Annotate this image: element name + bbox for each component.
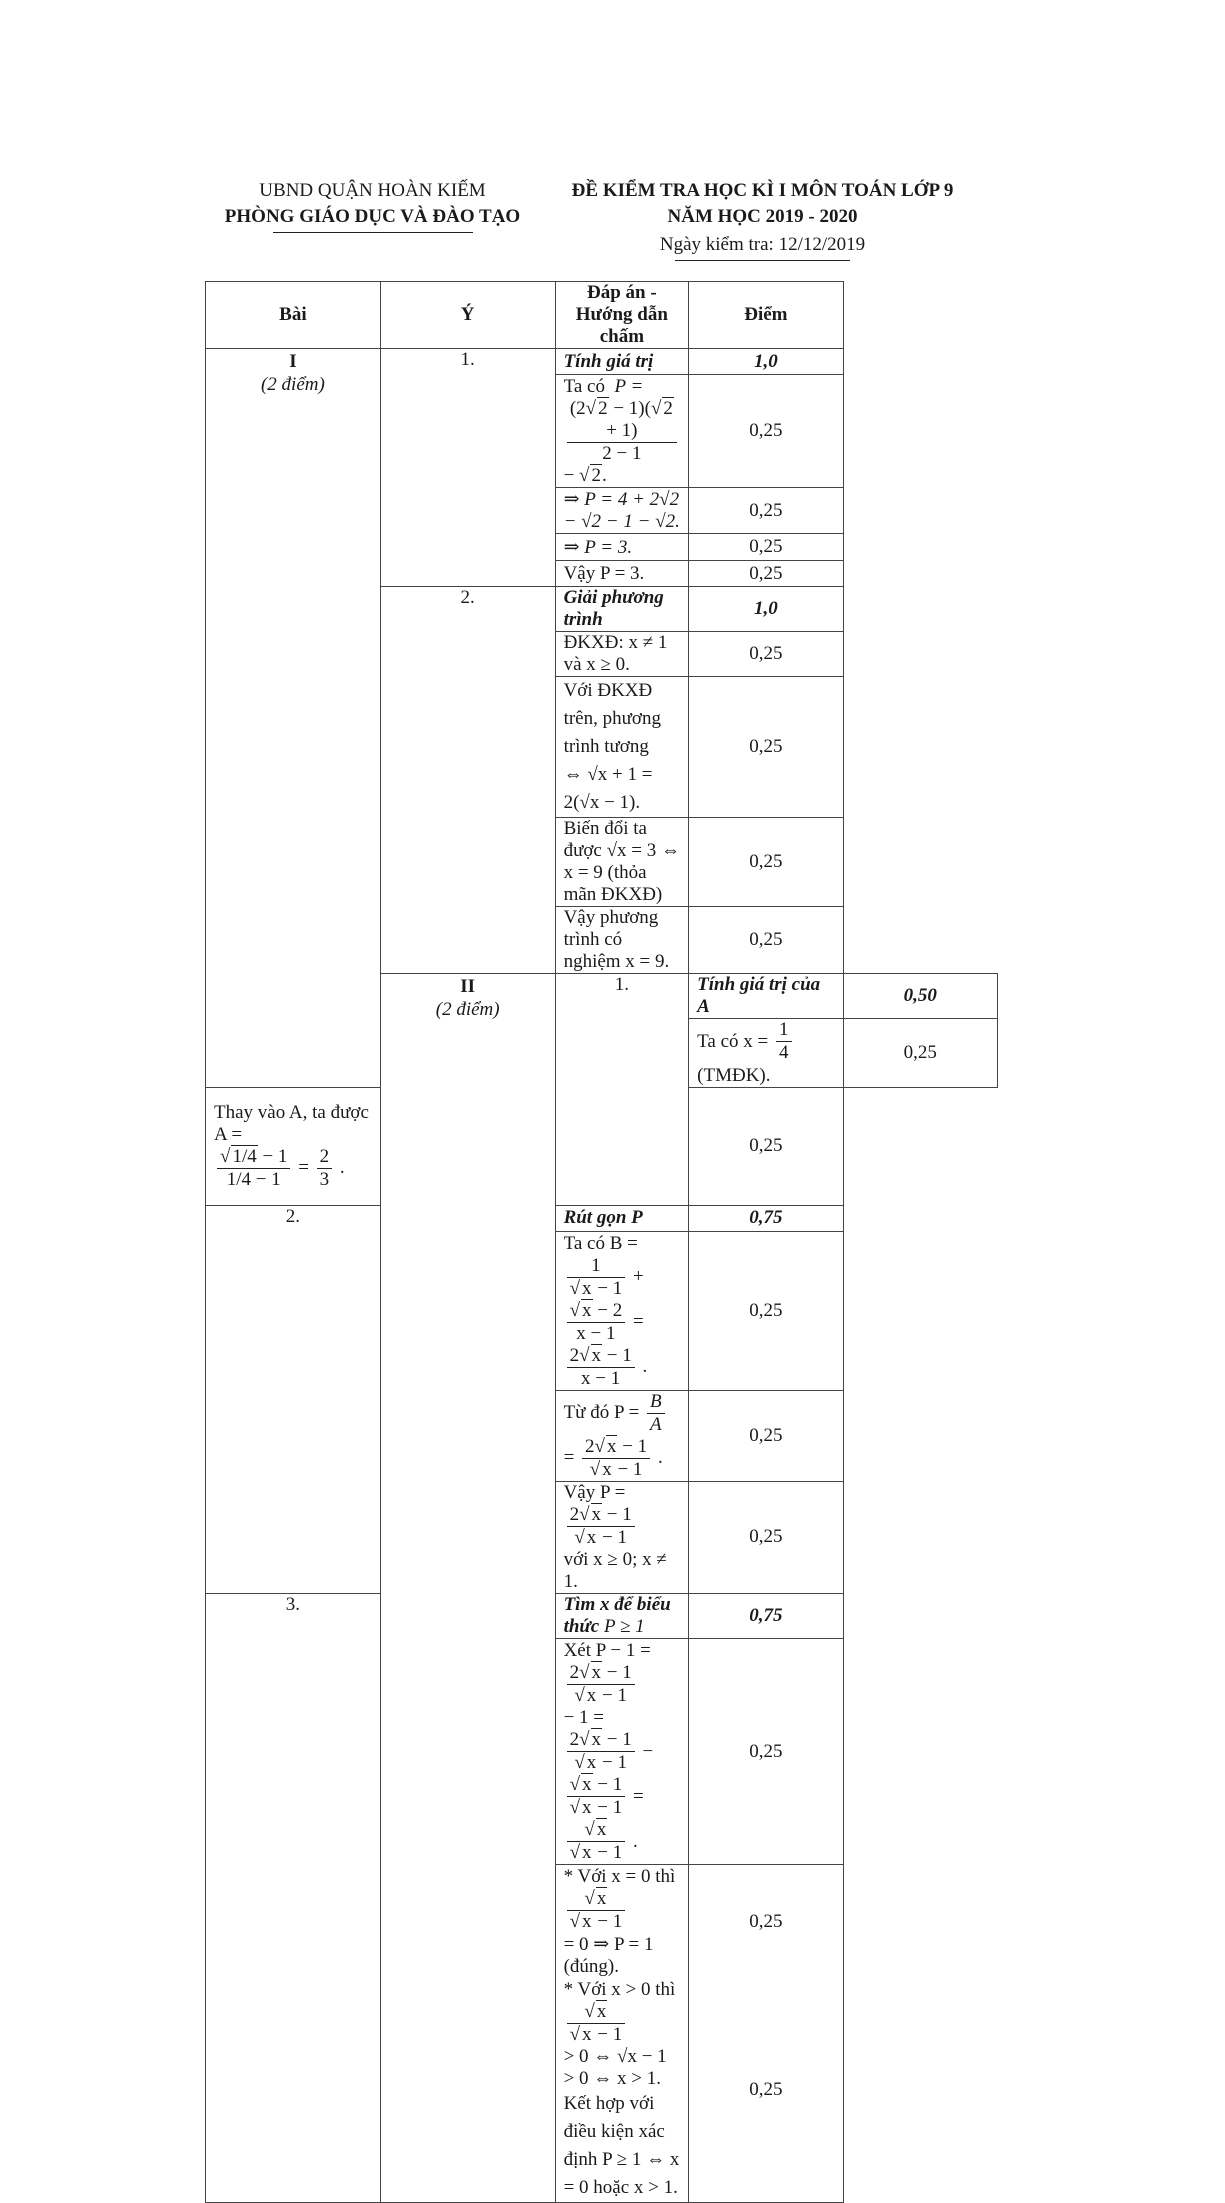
section-score: 0,50 (843, 974, 997, 1019)
row-score: 0,25 (689, 1481, 843, 1594)
row-score: 0,25 (689, 561, 843, 587)
row-score: 0,25 (689, 1390, 843, 1481)
row-score: 0,25 (689, 1087, 843, 1205)
row-score: 0,25 (689, 375, 843, 488)
table-row (206, 1594, 998, 1639)
math-expression: − 1 = (563, 1707, 604, 1729)
answer-content: Biến đổi ta được √x = 3 ⇔ x = 9 (thỏa mãn ĐKXĐ) (555, 818, 689, 907)
row-score: 0,25 (843, 1019, 997, 1088)
math-fraction: $\frac{2√ x - 1}{x - 1}$ (567, 1345, 635, 1390)
answer-content: ⇒ P = 4 + 2√2 − √2 − 1 − √2. (555, 488, 689, 534)
math-fraction: $\frac{2√ x - 1}{√ x - 1}$ (567, 1504, 635, 1549)
department-name: PHÒNG GIÁO DỤC VÀ ĐÀO TẠO (224, 206, 521, 227)
math-fraction: $\frac{2√ x - 1}{√ x - 1}$ (582, 1436, 650, 1481)
exam-title: ĐỀ KIỂM TRA HỌC KÌ I MÔN TOÁN LỚP 9 (571, 180, 954, 201)
y-number: 1. (555, 974, 689, 1206)
answer-text: Vậy P = (563, 1482, 626, 1504)
answer-content: ĐKXĐ: x ≠ 1 và x ≥ 0. (555, 632, 689, 677)
math-expression: . (657, 1447, 663, 1469)
section-title: Rút gọn P (555, 1205, 689, 1231)
answer-content (689, 1019, 843, 1088)
math-fraction: $\frac{2}{3}$ (317, 1146, 333, 1191)
bai-cell-2 (380, 974, 555, 2202)
answer-content: Vậy P = 3. (555, 561, 689, 587)
section-score: 0,75 (689, 1205, 843, 1231)
answer-content (555, 1231, 689, 1390)
exam-date: Ngày kiểm tra: 12/12/2019 (659, 234, 866, 255)
answer-content (555, 1978, 689, 2202)
math-expression: − √ 2. (563, 465, 607, 487)
answer-text: > 0 ⇔ √x − 1 > 0 ⇔ x > 1. (563, 2045, 667, 2089)
bai-points: (2 điểm) (435, 999, 500, 1021)
answer-text: Ta có B = (563, 1232, 638, 1254)
section-title: Tính giá trị (555, 349, 689, 375)
row-score: 0,25 (689, 1639, 843, 1865)
answer-text: (TMĐK). (697, 1064, 771, 1086)
answer-text: Ta có (563, 375, 605, 397)
math-fraction: $\frac{√ x}{√ x - 1}$ (567, 1819, 626, 1864)
section-score: 1,0 (689, 587, 843, 632)
math-fraction: $\frac{√ 1/4 - 1}{1/4 - 1}$ (217, 1146, 290, 1191)
answer-text: * Với x > 0 thì (563, 1978, 676, 2000)
math-fraction: $\frac{1}{√ x - 1}$ (567, 1255, 626, 1300)
math-fraction: $\frac{B}{A}$ (647, 1391, 665, 1436)
section-score: 0,75 (689, 1594, 843, 1639)
section-title: Tìm x để biểu thức (563, 1594, 671, 1638)
header-divider (273, 232, 473, 233)
answer-text: = 0 ⇒ P = 1 (đúng). (563, 1934, 654, 1978)
answer-text: Với ĐKXĐ trên, phương trình tương (563, 680, 661, 758)
math-expression: . (642, 1356, 648, 1378)
answer-text: Xét P − 1 = (563, 1639, 651, 1661)
math-expression: . (339, 1157, 345, 1179)
bai-number: I (289, 351, 297, 372)
answer-content: ⇒ P = 3. (555, 534, 689, 561)
row-score: 0,25 (689, 818, 843, 907)
answer-text: Ta có x = (697, 1030, 769, 1052)
row-score: 0,25 (689, 534, 843, 561)
math-expression: . (632, 1830, 638, 1852)
answer-text: Từ đó P = (563, 1402, 640, 1424)
math-fraction: $\frac{2√ x - 1}{√ x - 1}$ (567, 1662, 635, 1707)
answer-text: ⇔ √x + 1 = 2(√x − 1). (563, 764, 653, 814)
answer-content (555, 375, 689, 488)
answer-text: Thay vào A, ta được A = (214, 1101, 369, 1145)
row-score: 0,25 (689, 1865, 843, 1978)
col-header-score: Điểm (689, 282, 843, 349)
col-header-bai: Bài (206, 282, 381, 349)
math-fraction: $\frac{√ x}{√ x - 1}$ (567, 2001, 626, 2046)
row-score: 0,25 (689, 907, 843, 974)
answer-content (555, 1390, 689, 1481)
math-fraction: $\frac{√ x}{√ x - 1}$ (567, 1888, 626, 1933)
section-title: Giải phương trình (555, 587, 689, 632)
math-expression: − (642, 1740, 654, 1762)
math-fraction: $\frac{2√ x - 1}{√ x - 1}$ (567, 1729, 635, 1774)
bai-number: II (460, 976, 476, 998)
y-number: 1. (380, 349, 555, 587)
section-title-math: P ≥ 1 (603, 1616, 645, 1638)
answer-content (206, 1087, 381, 1205)
table-row (206, 349, 998, 375)
y-number: 3. (206, 1594, 381, 2203)
math-expression: = (563, 1447, 575, 1469)
answer-content (555, 1639, 689, 1865)
answer-text: với x ≥ 0; x ≠ 1. (563, 1549, 667, 1593)
row-score: 0,25 (689, 1978, 843, 2202)
math-expression: = (632, 1311, 644, 1333)
bai-cell-1 (206, 349, 381, 1088)
section-title: Tính giá trị của A (689, 974, 843, 1019)
row-score: 0,25 (689, 488, 843, 534)
answer-content: Vậy phương trình có nghiệm x = 9. (555, 907, 689, 974)
section-score: 1,0 (689, 349, 843, 375)
answer-table (205, 281, 998, 2203)
table-header-row (206, 282, 998, 349)
header-left (205, 178, 540, 233)
table-row (206, 1205, 998, 1231)
answer-content (555, 677, 689, 818)
district-name: UBND QUẬN HOÀN KIẾM (259, 180, 486, 201)
row-score: 0,25 (689, 677, 843, 818)
math-fraction: $\frac{√ x - 1}{√ x - 1}$ (567, 1774, 626, 1819)
math-fraction: $\frac{(2√ 2 - 1)(√ 2 + 1)}{2 - 1}$ (567, 398, 678, 465)
row-score: 0,25 (689, 632, 843, 677)
math-expression: = (298, 1157, 309, 1179)
col-header-y: Ý (380, 282, 555, 349)
answer-content (555, 1481, 689, 1594)
y-number: 2. (206, 1205, 381, 1593)
math-fraction: $\frac{√ x - 2}{x - 1}$ (567, 1300, 626, 1345)
math-expression: = (632, 1785, 644, 1807)
header-right (540, 178, 985, 261)
bai-points: (2 điểm) (260, 374, 325, 395)
section-title-cell (555, 1594, 689, 1639)
answer-text: * Với x = 0 thì (563, 1866, 676, 1888)
answer-text: Kết hợp với điều kiện xác định P ≥ 1 ⇔ x = 0 hoặc x > 1. (563, 2092, 680, 2198)
row-score: 0,25 (689, 1231, 843, 1390)
col-header-content: Đáp án - Hướng dẫn chấm (555, 282, 689, 349)
answer-content (555, 1865, 689, 1978)
header-divider (675, 260, 850, 261)
math-expression: + (632, 1266, 644, 1288)
math-expression: P = (609, 375, 644, 397)
y-number: 2. (380, 587, 555, 974)
math-fraction: $\frac{1}{4}$ (776, 1019, 792, 1064)
school-year: NĂM HỌC 2019 - 2020 (667, 206, 858, 227)
